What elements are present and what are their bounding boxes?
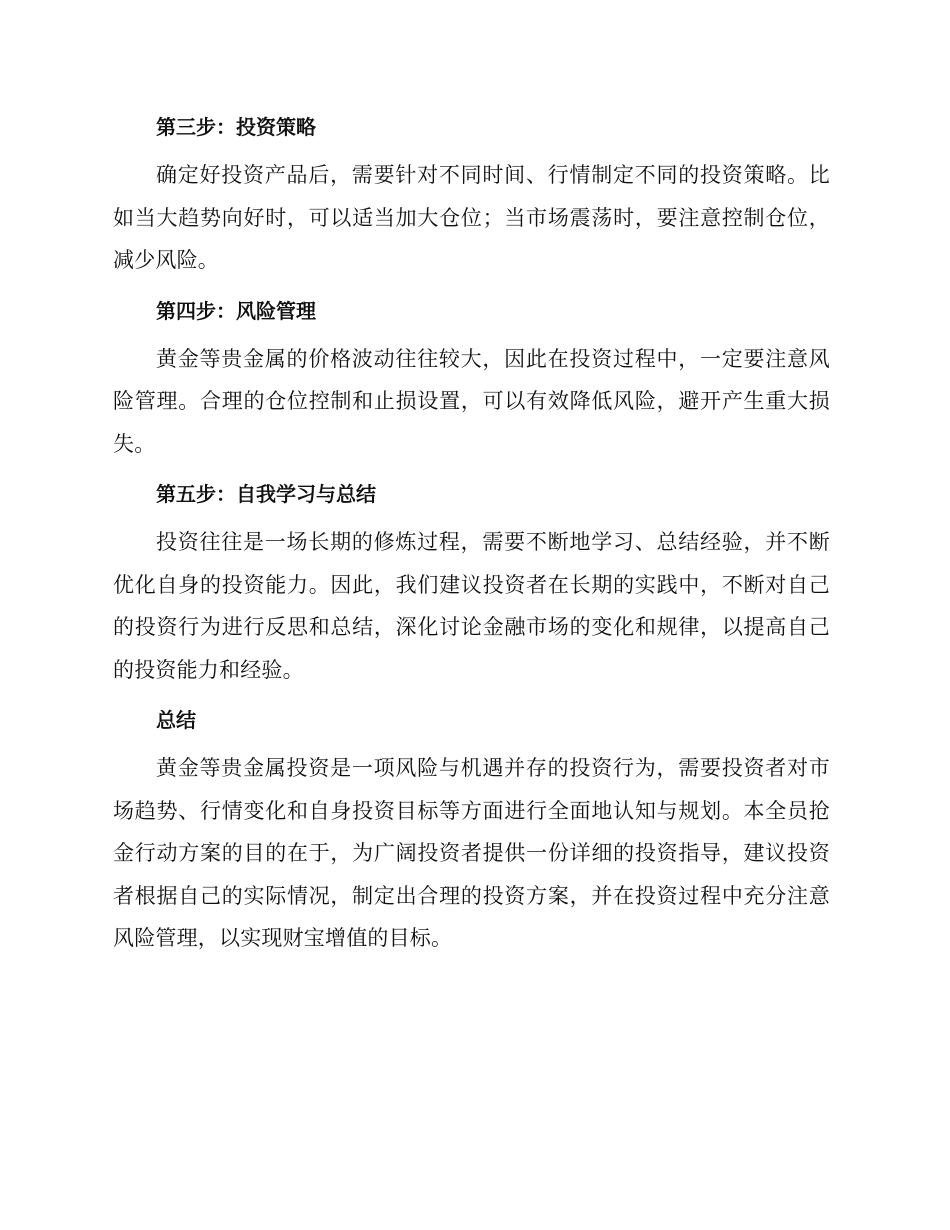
section-paragraph-step-three: 确定好投资产品后，需要针对不同时间、行情制定不同的投资策略。比如当大趋势向好时，可以适当加大仓位；当市场震荡时，要注意控制仓位，减少风险。 [113,163,830,272]
document-body [113,108,830,970]
section-heading-summary: 总结 [156,708,196,732]
section-heading-step-three: 第三步：投资策略 [156,115,316,139]
section-paragraph-summary: 黄金等贵金属投资是一项风险与机遇并存的投资行为，需要投资者对市场趋势、行情变化和自身投资目标等方面进行全面地认知与规划。本全员抢金行动方案的目的在于，为广阔投资者提供一份详细的投资指导，建议投资者根据自己的实际情况，制定出合理的投资方案，并在投资过程中充分注意风险管理，以实现财宝增值的目标。 [113,756,830,950]
section-heading-step-five: 第五步：自我学习与总结 [156,482,376,506]
section-paragraph-step-four: 黄金等贵金属的价格波动往往较大，因此在投资过程中，一定要注意风险管理。合理的仓位控制和止损设置，可以有效降低风险，避开产生重大损失。 [113,346,830,456]
section-paragraph-step-five: 投资往往是一场长期的修炼过程，需要不断地学习、总结经验，并不断优化自身的投资能力。因此，我们建议投资者在长期的实践中，不断对自己的投资行为进行反思和总结，深化讨论金融市场的变化和规律，以提高自己的投资能力和经验。 [113,530,830,682]
section-heading-step-four: 第四步：风险管理 [156,298,316,323]
